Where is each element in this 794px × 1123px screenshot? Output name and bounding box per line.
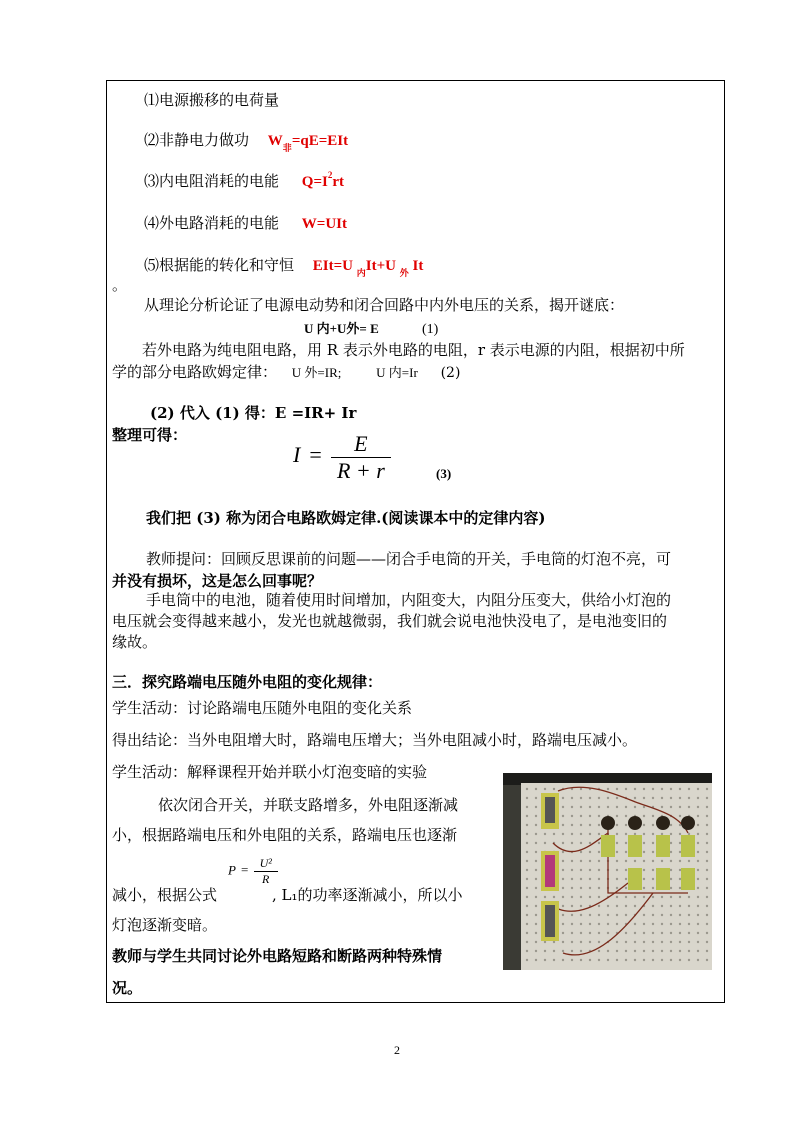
discussion-line1: 教师与学生共同讨论外电路短路和断路两种特殊情 — [112, 947, 443, 965]
equation-3-equals: = — [309, 442, 322, 467]
equation-1-body: U 内+U外= E — [304, 321, 379, 336]
equation-1-number: (1) — [422, 322, 439, 337]
section-3-heading: 三．探究路端电压随外电阻的变化规律： — [112, 673, 383, 691]
equation-3 — [293, 431, 391, 484]
para-theory: 从理论分析论证了电源电动势和闭合回路中内外电压的关系，揭开谜底： — [144, 296, 625, 314]
equation-2b: U 内=Ir — [376, 365, 418, 380]
arrange-label: 整理可得： — [112, 426, 188, 444]
student-activity-1: 学生活动：讨论路端电压随外电阻的变化关系 — [112, 699, 413, 717]
period-mark: 。 — [112, 276, 128, 294]
para-resistance-line2 — [112, 361, 460, 382]
item-2 — [144, 129, 349, 153]
item-4 — [144, 212, 347, 233]
substitution-line: (2) 代入 (1) 得：E =IR+ Ir — [150, 404, 357, 422]
equation-3-fraction — [331, 431, 391, 484]
explanation-line2: 小，根据路端电压和外电阻的关系，路端电压也逐渐 — [112, 826, 458, 844]
explanation-line4: 灯泡逐渐变暗。 — [112, 916, 218, 934]
item-3 — [144, 170, 344, 191]
item-3-label: ⑶内电阻消耗的电能 — [144, 172, 280, 190]
item-4-label: ⑷外电路消耗的电能 — [144, 214, 280, 232]
item-5-formula: EIt=U $_内$It+U $_外$ It — [312, 258, 424, 278]
teacher-question-text-1: 教师提问：回顾反思课前的问题——闭合手电筒的开关，手电筒的灯泡不亮，可 — [146, 550, 672, 568]
battery-holders — [541, 793, 559, 941]
item-2-formula: $W_非=qE=EIt$ — [267, 133, 349, 153]
teacher-question-line2: 并没有损坏，这是怎么回事呢？ — [112, 572, 323, 590]
explanation-line3-post: , L₁的功率逐渐减小，所以小 — [272, 886, 463, 904]
equation-2-number: (2) — [440, 365, 461, 381]
item-5 — [144, 254, 424, 278]
item-4-formula: W=UIt — [301, 216, 348, 232]
item-1 — [144, 89, 279, 110]
teacher-question-line1 — [146, 548, 671, 569]
answer-line2: 电压就会变得越来越小，发光也就越微弱，我们就会说电池快没电了，是电池变旧的 — [112, 612, 668, 630]
answer-line3: 缘故。 — [112, 633, 158, 651]
equation-2a: U 外=IR; — [291, 365, 342, 380]
item-1-label: ⑴电源搬移的电荷量 — [144, 91, 280, 109]
power-formula-fraction — [254, 856, 278, 887]
power-formula — [228, 856, 278, 887]
equation-3-denominator: R + r — [336, 458, 385, 483]
explanation-line1: 依次闭合开关，并联支路增多，外电阻逐渐减 — [158, 796, 459, 814]
equation-1 — [304, 318, 438, 338]
power-formula-denominator: R — [262, 872, 270, 886]
page-number: 2 — [394, 1043, 400, 1057]
para-resistance-text: 学的部分电路欧姆定律： — [112, 363, 278, 381]
explanation-line3 — [112, 884, 217, 905]
para-resistance-line1: 若外电路为纯电阻电路，用 R 表示外电路的电阻，r 表示电源的内阻，根据初中所 — [142, 341, 685, 359]
equation-3-numerator: E — [331, 431, 391, 458]
power-formula-equals: = — [240, 862, 249, 878]
power-formula-lhs: P — [228, 862, 236, 878]
power-formula-numerator: U² — [254, 856, 278, 872]
item-2-label: ⑵非静电力做功 — [144, 131, 250, 149]
equation-3-number: (3) — [436, 466, 452, 481]
explanation-line3-pre: 减小，根据公式 — [112, 886, 218, 904]
discussion-line2: 况。 — [112, 979, 143, 997]
item-3-formula: $Q=I^2rt$ — [301, 170, 345, 190]
answer-line1: 手电筒中的电池，随着使用时间增加，内阻变大，内阻分压变大，供给小灯泡的 — [146, 591, 672, 609]
conclusion: 得出结论：当外电阻增大时，路端电压增大；当外电阻减小时，路端电压减小。 — [112, 731, 638, 749]
item-5-label: ⑸根据能的转化和守恒 — [144, 256, 295, 274]
student-activity-2: 学生活动：解释课程开始并联小灯泡变暗的实验 — [112, 763, 428, 781]
equation-3-lhs: I — [293, 442, 301, 467]
circuit-board-photo — [503, 773, 712, 970]
law-statement: 我们把 (3) 称为闭合电路欧姆定律.(阅读课本中的定律内容) — [146, 509, 546, 527]
